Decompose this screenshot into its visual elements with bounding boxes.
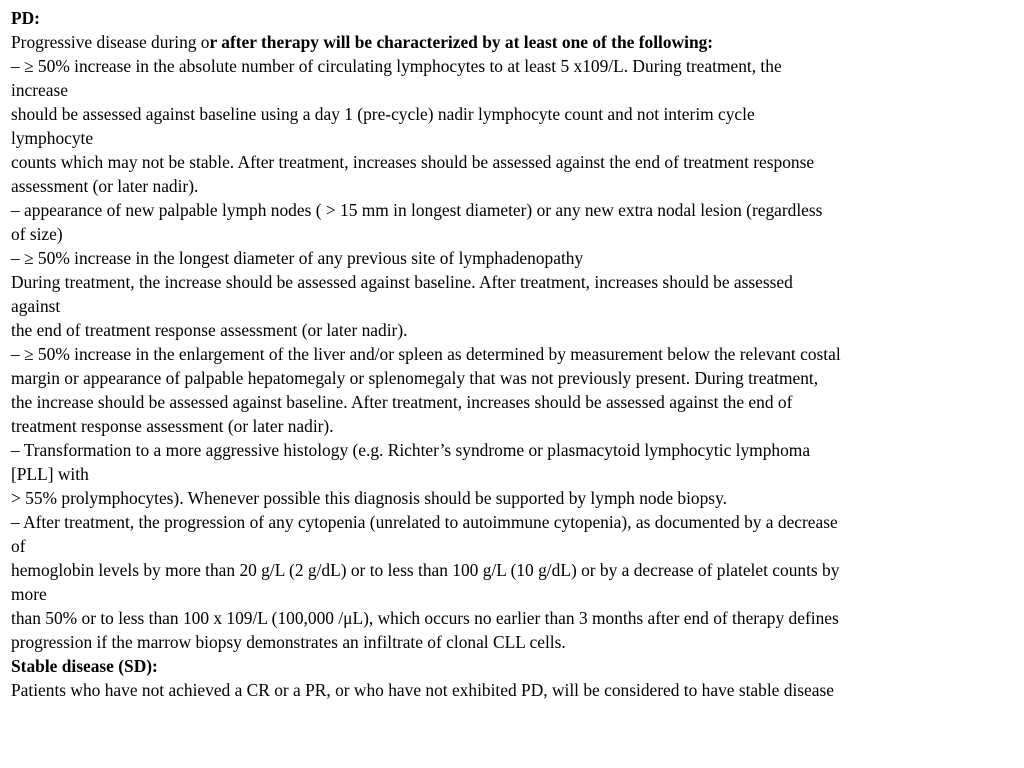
- text-line: – appearance of new palpable lymph nodes ( > 15 mm in longest diameter) or any new extra nodal lesion (regardless: [11, 200, 823, 220]
- sd-heading: Stable disease (SD):: [11, 656, 158, 676]
- text-line: – ≥ 50% increase in the longest diameter of any previous site of lymphadenopathy: [11, 248, 584, 268]
- text-line: > 55% prolymphocytes). Whenever possible this diagnosis should be supported by lymph node biopsy.: [11, 488, 727, 508]
- pd-intro-bold: r after therapy will be characterized by at least one of the following:: [209, 32, 714, 52]
- sd-text: Patients who have not achieved a CR or a PR, or who have not exhibited PD, will be considered to have stable disease: [11, 680, 834, 700]
- pd-intro: [11, 30, 1017, 54]
- text-line: the increase should be assessed against baseline. After treatment, increases should be assessed against the end of: [11, 392, 793, 412]
- text-line: should be assessed against baseline using a day 1 (pre-cycle) nadir lymphocyte count and not interim cycle: [11, 104, 755, 124]
- text-line: increase: [11, 80, 68, 100]
- text-line: – ≥ 50% increase in the absolute number of circulating lymphocytes to at least 5 x109/L. During treatment, the: [11, 56, 782, 76]
- text-line: – ≥ 50% increase in the enlargement of the liver and/or spleen as determined by measurement below the relevant costal: [11, 344, 841, 364]
- text-line: treatment response assessment (or later nadir).: [11, 416, 334, 436]
- text-line: progression if the marrow biopsy demonstrates an infiltrate of clonal CLL cells.: [11, 632, 566, 652]
- text-line: margin or appearance of palpable hepatomegaly or splenomegaly that was not previously present. During treatment,: [11, 368, 819, 388]
- text-line: assessment (or later nadir).: [11, 176, 199, 196]
- text-line: of: [11, 536, 26, 556]
- text-line: than 50% or to less than 100 x 109/L (100,000 /μL), which occurs no earlier than 3 months after end of therapy defines: [11, 608, 839, 628]
- text-line: counts which may not be stable. After treatment, increases should be assessed against the end of treatment response: [11, 152, 815, 172]
- text-line: [PLL] with: [11, 464, 89, 484]
- text-line: – After treatment, the progression of any cytopenia (unrelated to autoimmune cytopenia), as documented by a decrease: [11, 512, 838, 532]
- text-line: against: [11, 296, 61, 316]
- text-line: of size): [11, 224, 63, 244]
- pd-heading: PD:: [11, 8, 40, 28]
- text-line: the end of treatment response assessment (or later nadir).: [11, 320, 408, 340]
- document-body: [11, 6, 1017, 702]
- pd-intro-plain: Progressive disease during o: [11, 32, 210, 52]
- text-line: more: [11, 584, 47, 604]
- text-line: lymphocyte: [11, 128, 94, 148]
- text-line: hemoglobin levels by more than 20 g/L (2 g/dL) or to less than 100 g/L (10 g/dL) or by a decrease of platelet counts by: [11, 560, 840, 580]
- text-line: – Transformation to a more aggressive histology (e.g. Richter’s syndrome or plasmacytoid lymphocytic lymphoma: [11, 440, 811, 460]
- text-line: During treatment, the increase should be assessed against baseline. After treatment, increases should be assessed: [11, 272, 793, 292]
